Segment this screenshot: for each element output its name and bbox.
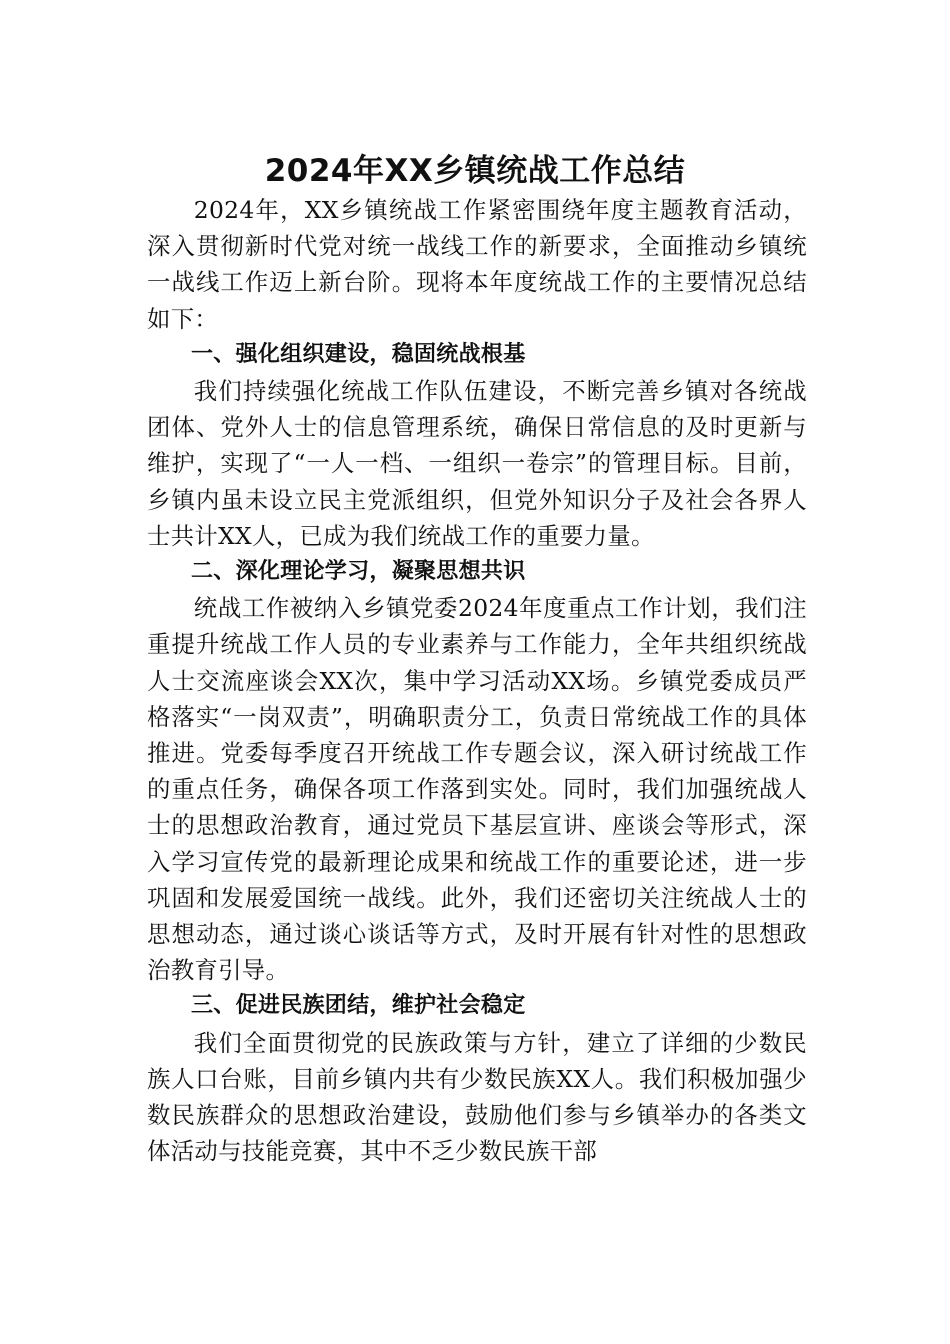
section-heading-2: 二、深化理论学习，凝聚思想共识 xyxy=(191,559,526,585)
intro-paragraph: 2024年，XX乡镇统战工作紧密围绕年度主题教育活动，深入贯彻新时代党对统一战线工作的新要求，全面推动乡镇统一战线工作迈上新台阶。现将本年度统战工作的主要情况总结如下： xyxy=(147,196,807,333)
section-heading-1: 一、强化组织建设，稳固统战根基 xyxy=(191,341,526,367)
section-paragraph-1: 我们持续强化统战工作队伍建设，不断完善乡镇对各统战团体、党外人士的信息管理系统，确保日常信息的及时更新与维护，实现了“一人一档、一组织一卷宗”的管理目标。目前，乡镇内虽未设立民主党派组织，但党外知识分子及社会各界人士共计XX人，已成为我们统战工作的重要力量。 xyxy=(147,377,807,550)
document-title: 2024年XX乡镇统战工作总结 xyxy=(264,152,686,189)
section-heading-3: 三、促进民族团结，维护社会稳定 xyxy=(191,993,526,1019)
section-paragraph-3: 我们全面贯彻党的民族政策与方针，建立了详细的少数民族人口台账，目前乡镇内共有少数民族XX人。我们积极加强少数民族群众的思想政治建设，鼓励他们参与乡镇举办的各类文体活动与技能竞赛，其中不乏少数民族干部 xyxy=(147,1028,807,1166)
document-body xyxy=(147,192,807,1169)
section-paragraph-2: 统战工作被纳入乡镇党委2024年度重点工作计划，我们注重提升统战工作人员的专业素养与工作能力，全年共组织统战人士交流座谈会XX次，集中学习活动XX场。乡镇党委成员严格落实“一岗双责”，明确职责分工，负责日常统战工作的具体推进。党委每季度召开统战工作专题会议，深入研讨统战工作的重点任务，确保各项工作落到实处。同时，我们加强统战人士的思想政治教育，通过党员下基层宣讲、座谈会等形式，深入学习宣传党的最新理论成果和统战工作的重要论述，进一步巩固和发展爱国统一战线。此外，我们还密切关注统战人士的思想动态，通过谈心谈话等方式，及时开展有针对性的思想政治教育引导。 xyxy=(147,594,807,985)
